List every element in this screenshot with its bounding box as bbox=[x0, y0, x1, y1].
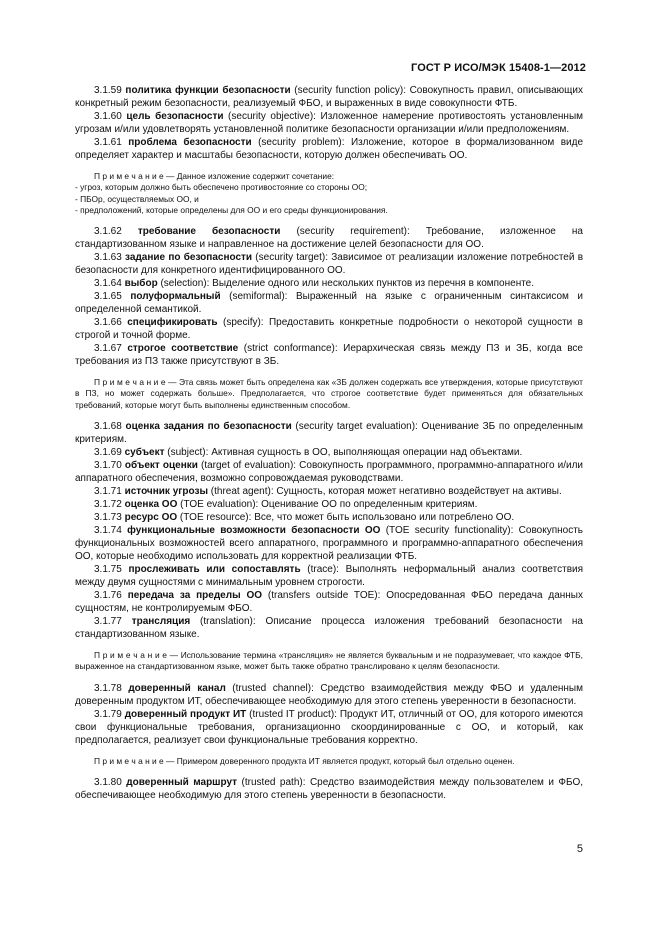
term-text: (TOE resource): Все, что может быть использовано или потреблено ОО. bbox=[177, 512, 515, 524]
note-text: — Данное изложение содержит сочетание: bbox=[163, 171, 335, 181]
note bbox=[75, 377, 583, 411]
term-definition bbox=[75, 420, 583, 446]
term-text: (translation): Описание процесса изложения требований безопасности на стандартизованном языке. bbox=[75, 616, 583, 641]
term-name: цель безопасности bbox=[126, 111, 224, 122]
note-text: — Использование термина «трансляция» не является буквальным и не подразумевает, что каждое ФТБ, выраженное на стандартизованном языке, может быть также обратно транслировано к целям безопасности. bbox=[75, 650, 583, 672]
term-text: (security target evaluation): Оценивание ЗБ по определенным критериям. bbox=[75, 421, 583, 446]
note-label: П р и м е ч а н и е bbox=[94, 171, 164, 181]
term-number: 3.1.71 bbox=[94, 486, 122, 498]
note-label: П р и м е ч а н и е bbox=[94, 755, 164, 766]
note-list-item: - угроз, которым должно быть обеспечено противостояние со стороны ОО; bbox=[75, 182, 368, 193]
term-definition bbox=[75, 615, 583, 641]
term-name: политика функции безопасности bbox=[125, 85, 291, 96]
term-name: выбор bbox=[124, 278, 158, 290]
term-number: 3.1.60 bbox=[94, 111, 122, 122]
note bbox=[75, 171, 583, 182]
term-text: (security problem): Изложение, которое в формализованном виде определяет характер и масштабы безопасности, которую должен обеспечивать ОО. bbox=[75, 137, 584, 161]
term-text: (TOE evaluation): Оценивание ОО по определенным критериям. bbox=[177, 499, 478, 511]
term-text: (transfers outside TOE): Опосредованная ФБО передача данных сущностям, не контролируемым ФБО. bbox=[75, 590, 583, 615]
term-number: 3.1.73 bbox=[94, 512, 122, 524]
term-name: оценка ОО bbox=[124, 499, 178, 511]
term-text: (trusted channel): Средство взаимодействия между ФБО и удаленным доверенным продуктом ИТ, обеспечивающее необходимую для этого степень уверенности в безопасности. bbox=[75, 682, 583, 707]
term-number: 3.1.72 bbox=[94, 499, 122, 511]
term-definition bbox=[75, 485, 583, 498]
term-name: прослеживать или сопоставлять bbox=[128, 564, 301, 576]
term-name: ресурс ОО bbox=[124, 512, 178, 524]
term-number: 3.1.78 bbox=[94, 682, 122, 694]
note-label: П р и м е ч а н и е bbox=[94, 377, 166, 388]
term-number: 3.1.65 bbox=[94, 291, 122, 303]
term-text: (TOE security functionality): Совокупность функциональных возможностей всего аппаратного, программного и программно-аппаратного обеспечения ОО, которые необходимо использовать для корректной реализации ФТБ. bbox=[75, 525, 583, 563]
term-number: 3.1.68 bbox=[94, 421, 122, 433]
term-name: функциональные возможности безопасности ОО bbox=[127, 525, 381, 537]
term-text: (security requirement): Требование, изложенное на стандартизованном языке и направленное на достижение целей безопасности для ОО. bbox=[75, 226, 583, 251]
term-number: 3.1.69 bbox=[94, 447, 122, 459]
term-name: доверенный маршрут bbox=[126, 776, 238, 788]
term-text: (specify): Предоставить конкретные подробности о некоторой сущности в строгой и точной форме. bbox=[75, 317, 583, 342]
note-list-item: - предположений, которые определены для ОО и его среды функционирования. bbox=[75, 204, 388, 215]
term-definition bbox=[75, 277, 583, 290]
note-label: П р и м е ч а н и е bbox=[94, 650, 167, 661]
term-number: 3.1.75 bbox=[94, 564, 122, 576]
term-name: доверенный продукт ИТ bbox=[124, 708, 247, 720]
term-text: (target of evaluation): Совокупность программного, программно-аппаратного и/или аппаратного обеспечения, возможно сопровождаемая руководствами. bbox=[75, 460, 583, 485]
term-name: доверенный канал bbox=[128, 682, 226, 694]
term-definition bbox=[75, 511, 583, 524]
term-definition bbox=[75, 316, 583, 342]
term-text: (strict conformance): Иерархическая связь между ПЗ и ЗБ, когда все требования из ПЗ также присутствуют в ЗБ. bbox=[75, 343, 583, 368]
term-text: (security function policy): Совокупность правил, описывающих конкретный режим безопасности, реализуемый ФБО, и выраженных в виде совокупности ФТБ. bbox=[75, 85, 583, 109]
term-number: 3.1.63 bbox=[94, 252, 122, 264]
term-name: спецификировать bbox=[127, 317, 218, 329]
term-name: объект оценки bbox=[124, 460, 198, 472]
page-number: 5 bbox=[576, 843, 583, 855]
term-definition bbox=[75, 682, 583, 708]
term-number: 3.1.66 bbox=[94, 317, 122, 329]
note bbox=[75, 756, 583, 767]
term-number: 3.1.74 bbox=[94, 525, 122, 537]
term-text: (trace): Выполнять неформальный анализ соответствия между двумя сущностями с минимальным уровнем строгости. bbox=[75, 564, 584, 589]
note-list-item: - ПБОр, осуществляемых ОО, и bbox=[75, 193, 199, 204]
term-definition bbox=[75, 708, 583, 747]
term-definition bbox=[75, 251, 583, 277]
term-number: 3.1.67 bbox=[94, 343, 122, 355]
term-name: оценка задания по безопасности bbox=[125, 421, 292, 433]
term-name: полуформальный bbox=[130, 291, 221, 303]
page-header: ГОСТ Р ИСО/МЭК 15408-1—2012 bbox=[411, 62, 586, 74]
term-text: (security objective): Изложенное намерение противостоять установленным угрозам и/или удовлетворять установленной политике безопасности организации и/или предположениям. bbox=[75, 111, 584, 135]
term-number: 3.1.79 bbox=[94, 708, 122, 720]
term-text: (trusted IT product): Продукт ИТ, отличный от ОО, для которого имеются свои функциональные требования, организационно скоординированные с ОО, и который, как предполагается, реализует свои функциональные требования корректно. bbox=[75, 708, 584, 746]
term-definition bbox=[75, 110, 583, 136]
term-name: субъект bbox=[124, 447, 165, 459]
term-text: (subject): Активная сущность в ОО, выполняющая операции над объектами. bbox=[164, 447, 523, 459]
note-text: — Эта связь может быть определена как «ЗБ должен содержать все утверждения, которые присутствуют в ПЗ, но может содержать больше». Предполагается, что строгое соответствие будет применяться для обязательных требований, которые могут быть выполнены единственным способом. bbox=[75, 377, 583, 410]
term-definition bbox=[75, 459, 583, 485]
term-definition bbox=[75, 498, 583, 511]
term-text: (semiformal): Выраженный на языке с ограниченным синтаксисом и определенной семантикой. bbox=[75, 291, 583, 316]
term-number: 3.1.80 bbox=[94, 776, 122, 788]
term-number: 3.1.62 bbox=[94, 226, 122, 238]
term-name: источник угрозы bbox=[124, 486, 209, 498]
term-number: 3.1.59 bbox=[94, 85, 122, 96]
note bbox=[75, 650, 583, 673]
term-number: 3.1.76 bbox=[94, 590, 122, 602]
document-body bbox=[75, 84, 583, 802]
term-text: (selection): Выделение одного или нескольких пунктов из перечня в компоненте. bbox=[157, 278, 535, 290]
term-definition bbox=[75, 563, 583, 589]
term-definition bbox=[75, 524, 583, 563]
term-text: (security target): Зависимое от реализации изложение потребностей в безопасности для конкретного идентифицированного ОО. bbox=[75, 252, 584, 277]
term-definition bbox=[75, 776, 583, 802]
term-number: 3.1.70 bbox=[94, 460, 122, 472]
term-name: строгое соответствие bbox=[127, 343, 239, 355]
term-number: 3.1.77 bbox=[94, 616, 122, 628]
term-name: задание по безопасности bbox=[125, 252, 253, 264]
term-name: требование безопасности bbox=[137, 226, 281, 238]
term-name: передача за пределы ОО bbox=[127, 590, 263, 602]
term-definition bbox=[75, 225, 583, 251]
term-definition bbox=[75, 136, 583, 162]
note-text: — Примером доверенного продукта ИТ является продукт, который был отдельно оценен. bbox=[163, 755, 515, 766]
term-text: (trusted path): Средство взаимодействия между пользователем и ФБО, обеспечивающее необходимую для этого степень уверенности в безопасности. bbox=[75, 776, 584, 801]
term-text: (threat agent): Сущность, которая может негативно воздействует на активы. bbox=[208, 486, 562, 498]
term-definition bbox=[75, 446, 583, 459]
term-definition bbox=[75, 290, 583, 316]
term-name: трансляция bbox=[131, 616, 191, 628]
term-definition bbox=[75, 342, 583, 368]
term-number: 3.1.64 bbox=[94, 278, 122, 290]
term-definition bbox=[75, 589, 583, 615]
term-definition bbox=[75, 84, 583, 110]
term-number: 3.1.61 bbox=[94, 137, 122, 148]
term-name: проблема безопасности bbox=[128, 137, 252, 148]
